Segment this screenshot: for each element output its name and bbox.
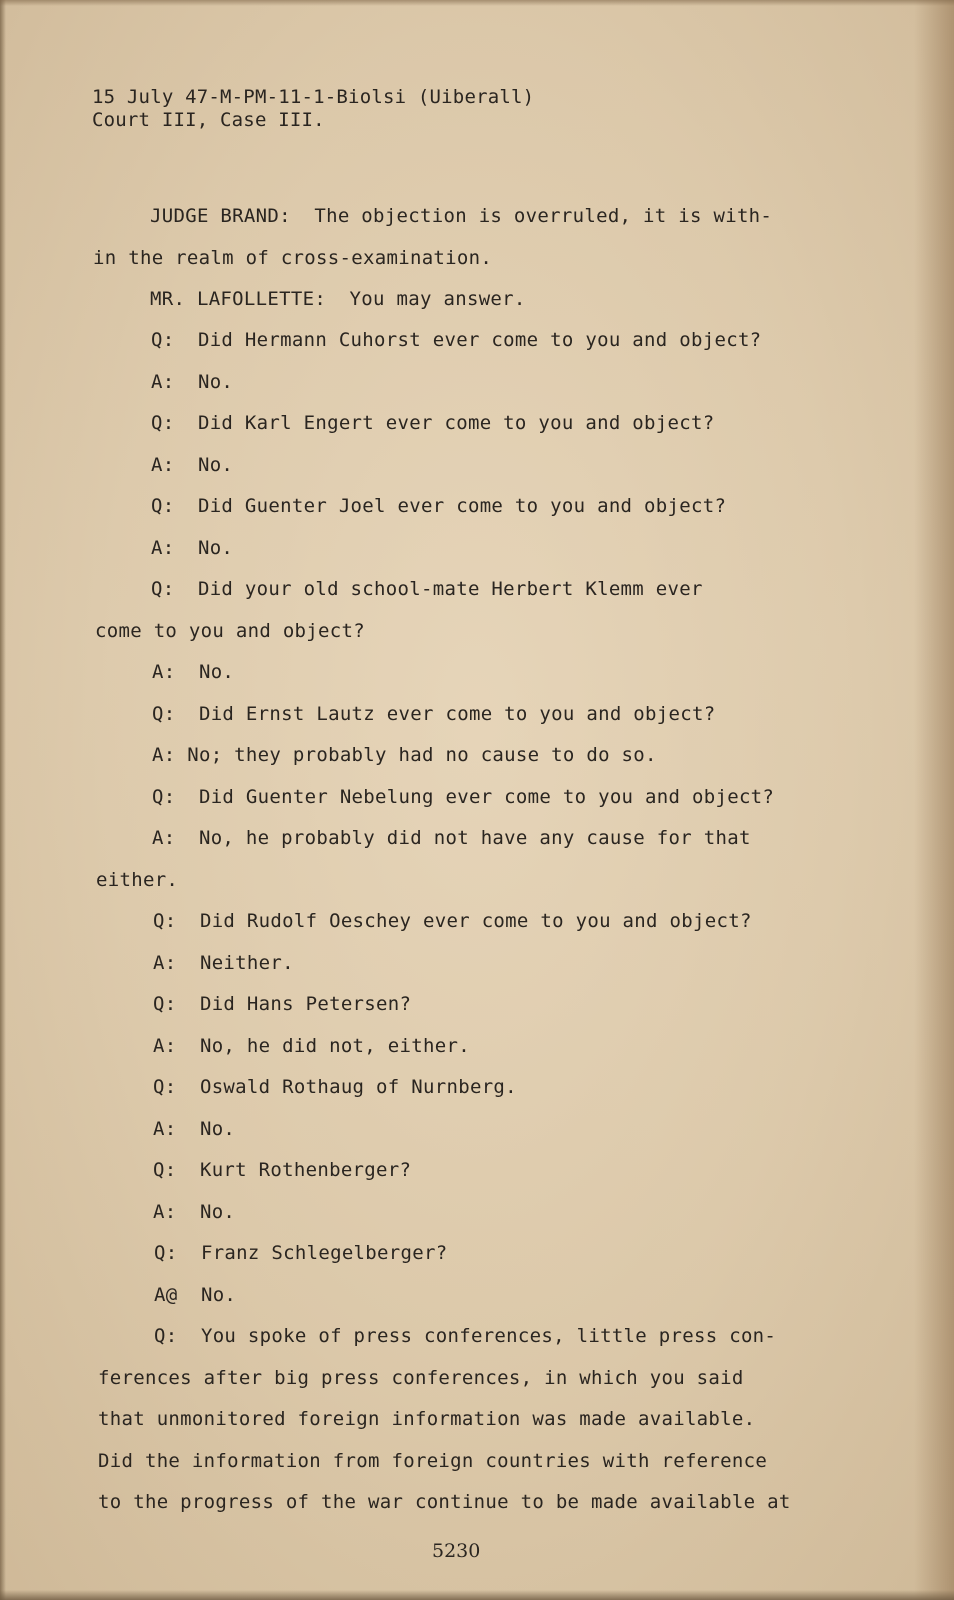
transcript-line: A: No. [151, 537, 234, 559]
transcript-line: A: Neither. [153, 952, 294, 974]
transcript-line: Q: Did Hermann Cuhorst ever come to you and object? [151, 329, 762, 351]
transcript-line: come to you and object? [95, 620, 365, 642]
transcript-line: that unmonitored foreign information was made available. [98, 1408, 756, 1430]
page-edge-bottom [0, 1590, 954, 1600]
header-court-line: Court III, Case III. [92, 109, 325, 131]
transcript-line: A: No. [151, 454, 234, 476]
transcript-line: Q: Did Guenter Nebelung ever come to you and object? [152, 786, 775, 808]
transcript-line: MR. LAFOLLETTE: You may answer. [150, 288, 526, 310]
transcript-line: Q: Did your old school-mate Herbert Klemm ever [151, 578, 703, 600]
transcript-line: Q: Did Karl Engert ever come to you and object? [151, 412, 715, 434]
page-edge-right [914, 0, 954, 1600]
transcript-line: ferences after big press conferences, in which you said [98, 1367, 744, 1389]
page-edge-left [0, 0, 6, 1600]
transcript-line: A@ No. [154, 1284, 237, 1306]
transcript-line: A: No. [151, 371, 234, 393]
transcript-line: Q: Franz Schlegelberger? [154, 1242, 448, 1264]
transcript-line: Q: Did Guenter Joel ever come to you and object? [151, 495, 727, 517]
transcript-line: either. [96, 869, 179, 891]
transcript-line: Q: Oswald Rothaug of Nurnberg. [153, 1076, 517, 1098]
transcript-line: Q: You spoke of press conferences, little press con- [154, 1325, 777, 1347]
transcript-line: A: No, he probably did not have any cause for that [152, 827, 751, 849]
transcript-line: Q: Did Hans Petersen? [153, 993, 412, 1015]
header-session-line: 15 July 47-M-PM-11-1-Biolsi (Uiberall) [92, 86, 535, 108]
transcript-line: Q: Did Ernst Lautz ever come to you and object? [152, 703, 716, 725]
transcript-line: A: No; they probably had no cause to do so. [152, 744, 657, 766]
transcript-line: Q: Kurt Rothenberger? [153, 1159, 412, 1181]
transcript-line: Q: Did Rudolf Oeschey ever come to you and object? [153, 910, 752, 932]
transcript-line: A: No. [153, 1118, 236, 1140]
page-number: 5230 [432, 1540, 481, 1562]
transcript-line: in the realm of cross-examination. [93, 247, 493, 269]
page-edge-top [0, 0, 954, 6]
transcript-line: Did the information from foreign countries with reference [98, 1450, 768, 1472]
transcript-line: A: No. [153, 1201, 236, 1223]
transcript-line: A: No, he did not, either. [153, 1035, 470, 1057]
transcript-line: A: No. [152, 661, 235, 683]
transcript-line: to the progress of the war continue to be made available at [98, 1491, 791, 1513]
document-header [92, 86, 534, 132]
transcript-line: JUDGE BRAND: The objection is overruled, it is with- [150, 205, 773, 227]
